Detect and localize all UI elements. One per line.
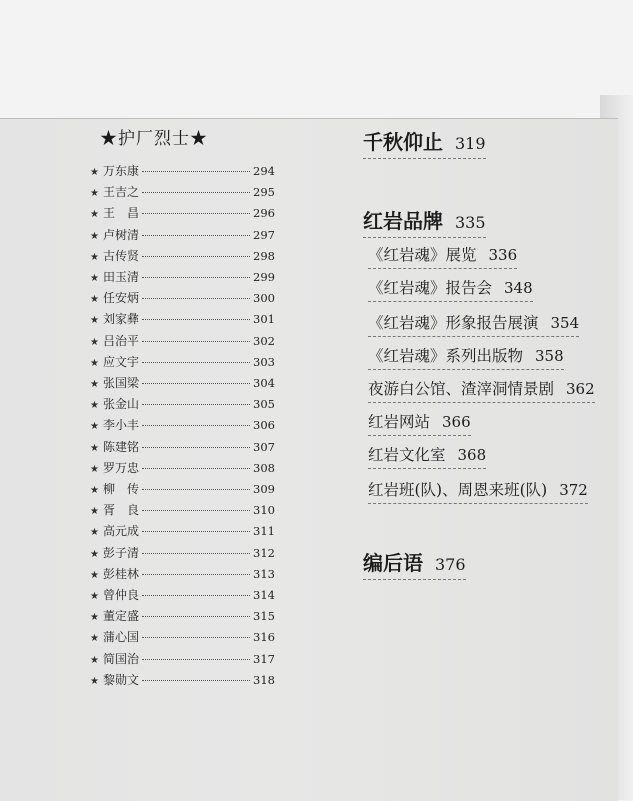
toc-entry — [363, 205, 486, 238]
martyr-name: 王吉之 — [102, 185, 139, 200]
star-icon: ★ — [90, 167, 99, 178]
list-item — [90, 332, 275, 352]
page-number: 310 — [253, 503, 275, 518]
star-icon: ★ — [90, 569, 99, 581]
toc-title: 红岩品牌 — [363, 209, 443, 233]
list-item — [90, 522, 275, 542]
star-icon: ★ — [90, 400, 99, 412]
toc-page-number: 358 — [535, 347, 564, 365]
leader-dots — [142, 319, 250, 320]
martyr-name: 彭子清 — [102, 545, 139, 560]
page-number: 309 — [253, 482, 275, 496]
star-icon: ★ — [90, 591, 99, 602]
list-item — [90, 268, 275, 288]
page-number: 297 — [253, 227, 275, 242]
martyrs-section-title: ★护厂烈士★ — [100, 129, 208, 149]
page-number: 312 — [253, 545, 275, 560]
toc-title: 夜游白公馆、渣滓洞情景剧 — [368, 380, 555, 398]
page-number: 294 — [253, 164, 275, 178]
list-item — [90, 607, 275, 627]
list-item — [90, 204, 275, 224]
list-item — [90, 438, 275, 458]
martyr-name: 罗万忠 — [102, 460, 139, 475]
toc-page-number: 335 — [455, 213, 486, 232]
martyr-name: 张国梁 — [102, 376, 139, 390]
star-icon: ★ — [90, 188, 99, 200]
page-number: 307 — [253, 439, 275, 454]
toc-entry — [368, 443, 486, 469]
toc-page-number: 336 — [488, 246, 518, 264]
leader-dots — [142, 595, 250, 596]
martyr-name: 柳 传 — [102, 482, 139, 496]
leader-dots — [142, 192, 250, 193]
leader-dots — [142, 680, 250, 681]
star-icon: ★ — [90, 315, 99, 327]
leader-dots — [142, 404, 250, 405]
star-icon: ★ — [90, 527, 99, 539]
toc-title: 红岩文化室 — [368, 446, 446, 464]
toc-entry — [368, 410, 471, 436]
martyr-name: 卢树清 — [102, 227, 139, 242]
star-icon: ★ — [90, 251, 99, 263]
page-number: 317 — [253, 651, 275, 666]
toc-page-number: 319 — [455, 134, 486, 153]
list-item — [90, 501, 275, 521]
star-icon: ★ — [90, 463, 99, 475]
martyr-name: 简国治 — [102, 651, 139, 666]
toc-entry — [368, 243, 517, 269]
page-number: 304 — [253, 376, 275, 390]
leader-dots — [142, 616, 250, 617]
toc-page-number: 368 — [457, 446, 487, 464]
list-item — [90, 395, 275, 415]
leader-dots — [142, 362, 250, 363]
leader-dots — [142, 171, 250, 172]
martyr-name: 田玉清 — [102, 270, 139, 284]
star-icon: ★ — [90, 230, 99, 242]
page-number: 296 — [253, 206, 275, 221]
martyr-name: 任安炳 — [102, 291, 139, 306]
leader-dots — [142, 235, 250, 236]
star-icon: ★ — [90, 442, 99, 454]
toc-title: 《红岩魂》展览 — [368, 246, 477, 264]
page-number: 308 — [253, 460, 275, 475]
page-number: 306 — [253, 418, 275, 433]
page-number: 303 — [253, 354, 275, 369]
page-number: 301 — [253, 312, 275, 327]
star-icon: ★ — [90, 548, 99, 560]
leader-dots — [142, 447, 250, 448]
page-number: 315 — [253, 609, 275, 624]
list-item — [90, 226, 275, 246]
list-item — [90, 544, 275, 564]
martyr-name: 万东康 — [102, 164, 139, 178]
toc-title: 千秋仰止 — [363, 130, 443, 154]
page-number: 300 — [253, 291, 275, 306]
toc-page-number: 376 — [435, 555, 466, 574]
martyr-name: 高元成 — [102, 524, 139, 539]
toc-title: 《红岩魂》报告会 — [368, 279, 493, 297]
leader-dots — [142, 510, 250, 511]
martyr-name: 彭桂林 — [102, 566, 139, 581]
page-number: 316 — [253, 630, 275, 645]
leader-dots — [142, 213, 250, 214]
martyr-name: 曾仲良 — [102, 588, 139, 602]
list-item — [90, 650, 275, 670]
leader-dots — [142, 341, 250, 342]
martyr-name: 吕治平 — [102, 333, 139, 348]
star-icon: ★ — [90, 654, 99, 666]
page-number: 298 — [253, 248, 275, 263]
page-number: 318 — [253, 672, 275, 687]
martyr-name: 李小丰 — [102, 418, 139, 433]
star-icon: ★ — [90, 209, 99, 221]
toc-entry — [368, 311, 579, 337]
page-number: 295 — [253, 185, 275, 200]
martyr-name: 胥 良 — [102, 503, 139, 518]
leader-dots — [142, 383, 250, 384]
page-number: 305 — [253, 397, 275, 412]
leader-dots — [142, 574, 250, 575]
leader-dots — [142, 489, 250, 490]
page-number: 314 — [253, 588, 275, 602]
page-number: 311 — [253, 524, 275, 539]
list-item — [90, 310, 275, 330]
list-item — [90, 480, 275, 500]
toc-entry — [368, 478, 588, 504]
star-icon: ★ — [90, 421, 99, 433]
leader-dots — [142, 659, 250, 660]
martyr-name: 蒲心国 — [102, 630, 139, 645]
list-item — [90, 162, 275, 182]
martyr-name: 董定盛 — [102, 609, 139, 624]
toc-entry — [368, 344, 564, 370]
toc-page-number: 354 — [550, 314, 580, 332]
star-icon: ★ — [90, 336, 99, 348]
list-item — [90, 459, 275, 479]
star-icon: ★ — [90, 485, 99, 496]
toc-entry — [368, 377, 595, 403]
martyr-name: 黎勋文 — [102, 672, 139, 687]
star-icon: ★ — [90, 675, 99, 687]
toc-title: 红岩网站 — [368, 413, 431, 431]
toc-page-number: 366 — [442, 413, 471, 431]
toc-page-number: 348 — [504, 279, 533, 297]
toc-title: 《红岩魂》系列出版物 — [368, 347, 524, 365]
martyr-name: 陈建铭 — [102, 439, 139, 454]
martyr-name: 应文宇 — [102, 354, 139, 369]
star-icon: ★ — [90, 357, 99, 369]
list-item — [90, 586, 275, 606]
star-icon: ★ — [90, 612, 99, 624]
star-icon: ★ — [90, 633, 99, 645]
page-number: 313 — [253, 566, 275, 581]
toc-page-number: 372 — [559, 481, 588, 499]
toc-title: 《红岩魂》形象报告展演 — [368, 314, 539, 332]
list-item — [90, 183, 275, 203]
martyr-name: 张金山 — [102, 397, 139, 412]
leader-dots — [142, 298, 250, 299]
page-number: 299 — [253, 270, 275, 284]
toc-title: 红岩班(队)、周恩来班(队) — [368, 481, 548, 499]
leader-dots — [142, 637, 250, 638]
list-item — [90, 247, 275, 267]
martyr-name: 刘家彝 — [102, 312, 139, 327]
leader-dots — [142, 468, 250, 469]
list-item — [90, 628, 275, 648]
list-item — [90, 565, 275, 585]
leader-dots — [142, 425, 250, 426]
list-item — [90, 353, 275, 373]
star-icon: ★ — [90, 294, 99, 306]
leader-dots — [142, 553, 250, 554]
toc-entry — [363, 547, 466, 580]
list-item — [90, 289, 275, 309]
toc-page-number: 362 — [566, 380, 595, 398]
star-icon: ★ — [90, 506, 99, 518]
martyr-name: 古传贤 — [102, 248, 139, 263]
toc-entry — [368, 276, 533, 302]
toc-title: 编后语 — [363, 551, 423, 575]
martyr-name: 王 昌 — [102, 206, 139, 221]
leader-dots — [142, 531, 250, 532]
list-item — [90, 374, 275, 394]
star-icon: ★ — [90, 273, 99, 284]
toc-entry — [363, 126, 486, 159]
leader-dots — [142, 256, 250, 257]
list-item — [90, 416, 275, 436]
list-item — [90, 671, 275, 691]
leader-dots — [142, 277, 250, 278]
page-number: 302 — [253, 333, 275, 348]
star-icon: ★ — [90, 379, 99, 390]
